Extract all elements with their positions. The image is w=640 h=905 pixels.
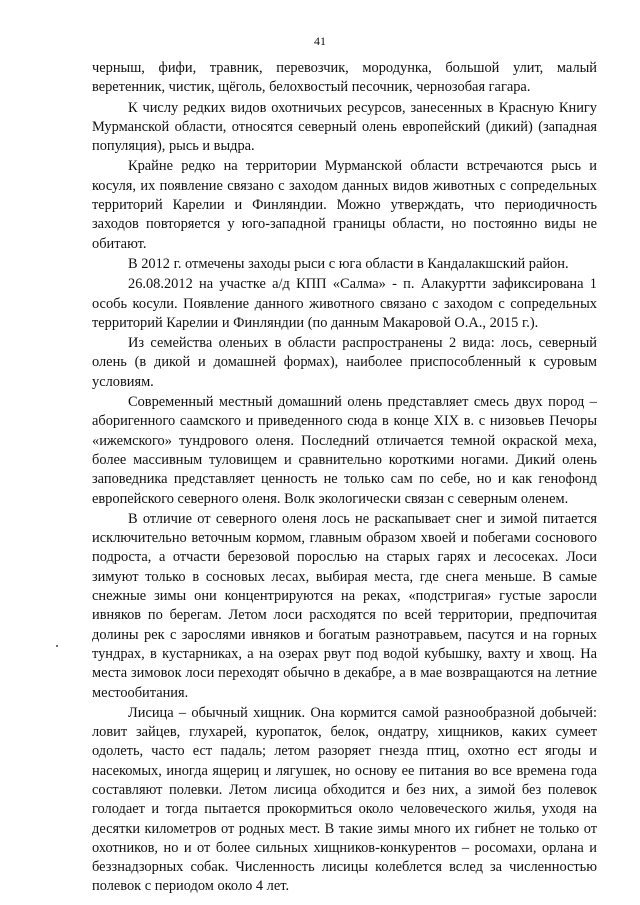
- document-body: [92, 59, 597, 898]
- page-number: 41: [314, 34, 326, 48]
- scan-speck: [56, 645, 58, 647]
- paragraph-fox: Лисица – обычный хищник. Она кормится самой разнообразной добычей: ловит зайцев, глухарей, куропаток, белок, ондатру, хищников, каких сумеет одолеть, часто ест падаль; летом разоряет гнезда птиц, охотно ест ягоды и насекомых, иногда ящериц и лягушек, но основу ее питания во все времена года составляют полевки. Летом лисица обходится и без них, а зимой без полевок голодает и тогда пытается прокормиться около человеческого жилья, уходя на десятки километров от родных мест. В такие зимы много их гибнет не только от охотников, но и от более сильных хищников-конкурентов – росомахи, орлана и беззнадзорных собак. Численность лисицы колеблется вслед за численностью полевок с периодом около 4 лет.: [92, 704, 597, 895]
- paragraph-lynx-roe-deer: Крайне редко на территории Мурманской области встречаются рысь и косуля, их появление связано с заходом данных видов животных с сопредельных территорий Карелии и Финляндии. Можно утверждать, что периодичность заходов повторяется у юго-западной границы области, но постоянно виды не обитают.: [92, 158, 597, 252]
- paragraph-bird-list-continuation: черныш, фифи, травник, перевозчик, мородунка, большой улит, малый веретенник, чистик, щёголь, белохвостый песочник, чернозобая гагара.: [92, 60, 597, 96]
- paragraph-lynx-2012: В 2012 г. отмечены заходы рыси с юга области в Кандалакшский район.: [128, 255, 569, 272]
- paragraph-roe-deer-salma: 26.08.2012 на участке а/д КПП «Салма» - п. Алакуртти зафиксирована 1 особь косули. Появление данного животного связано с заходом с сопредельных территорий Карелии и Финляндии (по данным Макаровой О.А., 2015 г.).: [92, 276, 597, 331]
- paragraph-red-book-species: К числу редких видов охотничьих ресурсов, занесенных в Красную Книгу Мурманской области, относятся северный олень европейский (дикий) (западная популяция), рысь и выдра.: [92, 99, 597, 155]
- paragraph-domestic-reindeer: Современный местный домашний олень представляет смесь двух пород – аборигенного саамского и приведенного сюда в конце XIX в. с низовьев Печоры «ижемского» тундрового оленя. Последний отличается темной окраской меха, более массивным туловищем и сравнительно короткими ногами. Дикий олень заповедника представляет ценность не только сам по себе, но и как генофонд европейского северного оленя. Волк экологически связан с северным оленем.: [92, 394, 597, 507]
- paragraph-moose: В отличие от северного оленя лось не раскапывает снег и зимой питается исключительно веточным кормом, главным образом хвоей и побегами соснового подроста, а отчасти березовой порослью на старых гарях и лесосеках. Лоси зимуют только в сосновых лесах, выбирая места, где снега меньше. В самые снежные зимы они концентрируются на реках, «подстригая» густые заросли ивняков по берегам. Летом лоси расходятся по всей территории, предпочитая долины рек с зарослями ивняков и богатым разнотравьем, пасутся и на горных тундрах, в кустарниках, а на озерах рвут под водой кубышку, вахту и хвощ. На места зимовок лоси переходят обычно в декабре, а в мае возвращаются на летние местообитания.: [92, 510, 597, 701]
- paragraph-deer-family: Из семейства оленьих в области распространены 2 вида: лось, северный олень (в дикой и домашней формах), наиболее приспособленный к суровым условиям.: [92, 335, 597, 390]
